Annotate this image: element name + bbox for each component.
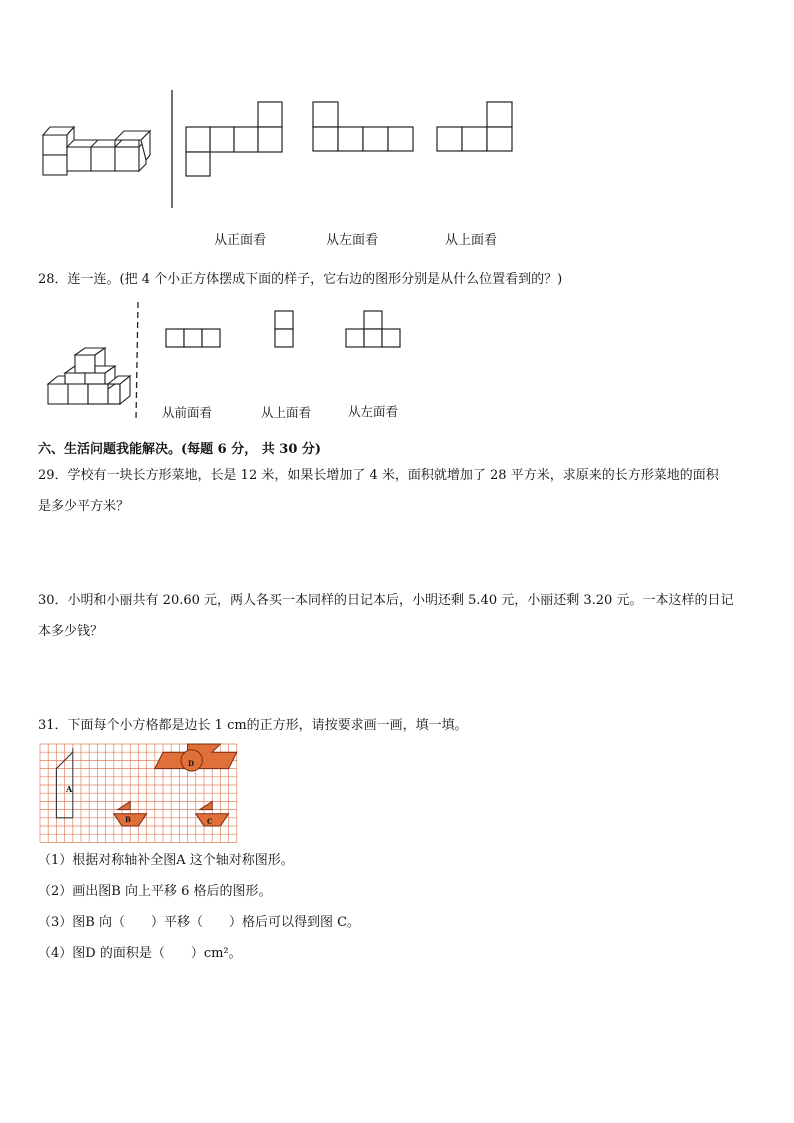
- q31-sub1: （1）根据对称轴补全图A 这个轴对称图形。: [38, 853, 294, 868]
- section6-heading: 六、生活问题我能解决。(每题 6 分， 共 30 分): [38, 442, 322, 457]
- q28-question: 28．连一连。(把 4 个小正方体摆成下面的样子，它右边的图形分别是从什么位置看到的？): [38, 272, 563, 287]
- q28-front-view-shape: [164, 327, 234, 357]
- q31-label-a: A: [66, 784, 73, 794]
- shape-b-sail: [118, 801, 130, 809]
- q27-top-view: [435, 100, 535, 160]
- q28-left-view-shape: [344, 309, 414, 359]
- q27-label-top: 从上面看: [445, 233, 498, 248]
- q31-label-c: C: [207, 817, 213, 826]
- q31-label-b: B: [125, 815, 131, 824]
- q27-label-left: 从左面看: [326, 233, 379, 248]
- q28-cube-figure: [40, 300, 180, 430]
- q27-label-front: 从正面看: [214, 233, 267, 248]
- q28-label-left: 从左面看: [348, 404, 399, 419]
- q28-label-front: 从前面看: [162, 405, 213, 420]
- q28-label-top: 从上面看: [261, 405, 312, 420]
- shape-c-sail: [200, 801, 212, 809]
- q27-front-view: [180, 100, 300, 190]
- q28-top-view-shape: [273, 309, 303, 359]
- q31-label-d: D: [188, 759, 195, 768]
- q29-line1: 29．学校有一块长方形菜地，长是 12 米，如果长增加了 4 米，面积就增加了 28 平方米，求原来的长方形菜地的面积: [38, 468, 719, 483]
- q27-left-view: [310, 100, 430, 160]
- q29-line2: 是多少平方米？: [38, 499, 130, 514]
- q31-sub3: （3）图B 向（ ）平移（ ）格后可以得到图 C。: [38, 915, 361, 930]
- q31-sub4: （4）图D 的面积是（ ）cm²。: [38, 946, 242, 961]
- q30-line2: 本多少钱？: [38, 624, 104, 639]
- q30-line1: 30．小明和小丽共有 20.60 元，两人各买一本同样的日记本后，小明还剩 5.40 元，小丽还剩 3.20 元。一本这样的日记: [38, 593, 734, 608]
- q31-question: 31．下面每个小方格都是边长 1 cm的正方形，请按要求画一画，填一填。: [38, 718, 468, 733]
- q31-grid-figure: [40, 744, 240, 844]
- q31-sub2: （2）画出图B 向上平移 6 格后的图形。: [38, 884, 272, 899]
